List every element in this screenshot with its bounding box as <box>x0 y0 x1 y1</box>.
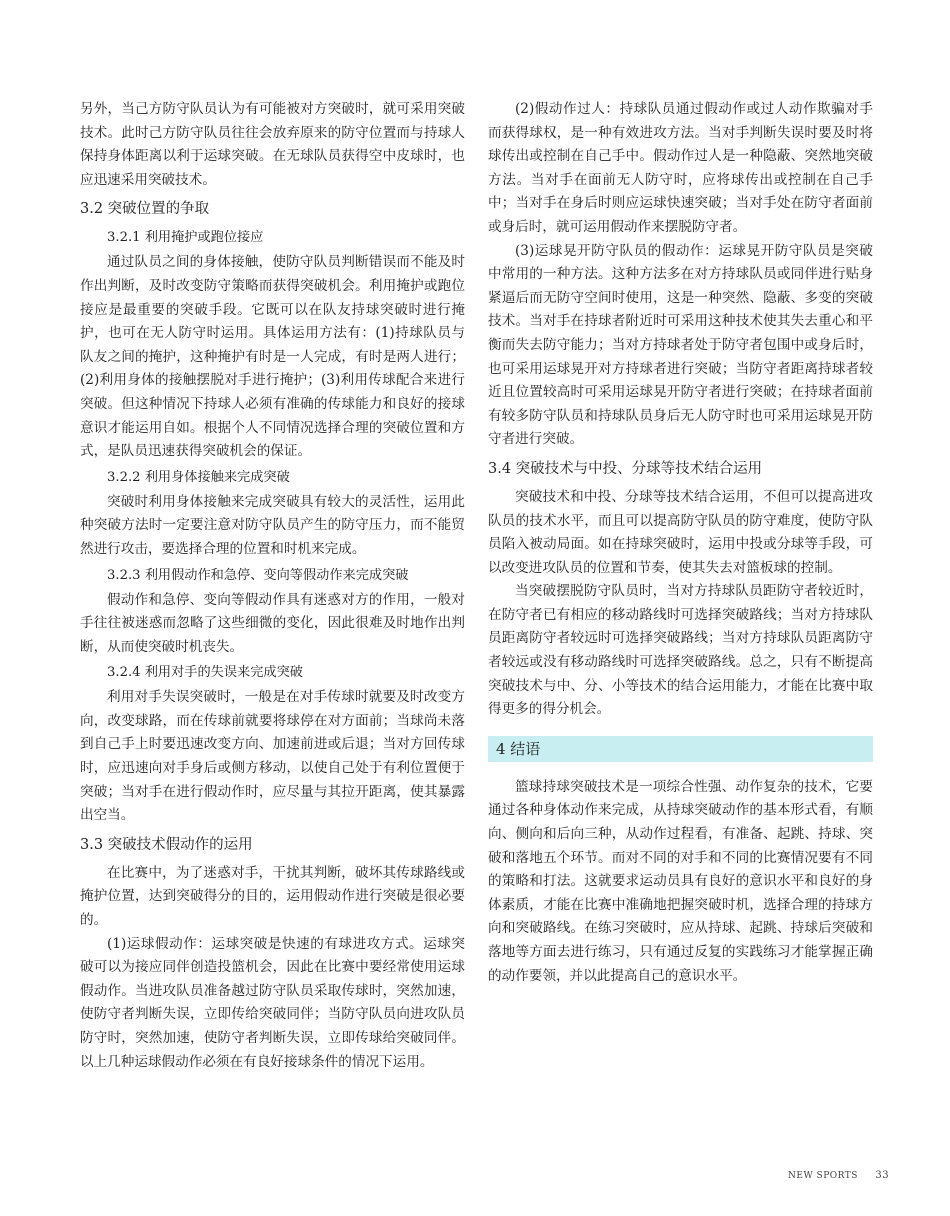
paragraph: 当突破摆脱防守队员时，当对方持球队员距防守者较近时，在防守者已有相应的移动路线时可选择突破路线；当对方持球队员距离防守者较远时可选择突破路线；当对方持球队员距离防守者较远或没有移动路线时可选择突破路线。总之，只有不断提高突破技术与中、分、小等技术的结合运用能力，才能在比赛中取得更多的得分机会。 <box>488 583 873 718</box>
section-heading-3-4: 3.4 突破技术与中投、分球等技术结合运用 <box>488 460 763 477</box>
journal-name: NEW SPORTS <box>788 1171 858 1181</box>
paragraph: 篮球持球突破技术是一项综合性强、动作复杂的技术，它要通过各种身体动作来完成，从持球突破动作的基本形式看，有顺向、侧向和后向三种，从动作过程看，有准备、起跳、持球、突破和落地五个环节。而对不同的对手和不同的比赛情况要有不同的策略和打法。这就要求运动员具有良好的意识水平和良好的身体素质，才能在比赛中准确地把握突破时机，选择合理的持球方向和突破路线。在练习突破时，应从持球、起跳、持球后突破和落地等方面去进行练习，只有通过反复的实践练习才能掌握正确的动作要领，并以此提高自己的意识水平。 <box>488 778 873 984</box>
section-heading-3-3: 3.3 突破技术假动作的运用 <box>80 836 253 853</box>
page-number: 33 <box>875 1170 890 1181</box>
paragraph: (1)运球假动作：运球突破是快速的有球进攻方式。运球突破可以为接应同伴创造投篮机会，因此在比赛中要经常使用运球假动作。当进攻队员准备越过防守队员采取传球时，突然加速，使防守者判断失误，立即传给突破同伴；当防守队员向进攻队员防守时，突然加速，使防守者判断失误，立即传球给突破同伴。以上几种运球假动作必须在有良好接球条件的情况下运用。 <box>80 935 465 1070</box>
subsection-heading-3-2-4: 3.2.4 利用对手的失误来完成突破 <box>107 665 303 681</box>
subsection-heading-3-2-3: 3.2.3 利用假动作和急停、变向等假动作来完成突破 <box>107 567 409 583</box>
right-column <box>488 98 873 988</box>
paragraph: 突破技术和中投、分球等技术结合运用，不但可以提高进攻队员的技术水平，而且可以提高防守队员的防守难度，使防守队员陷入被动局面。如在持球突破时，运用中投或分球等手段，可以改变进攻队员的位置和节奏，使其失去对篮板球的控制。 <box>488 488 873 576</box>
paragraph: 在比赛中，为了迷惑对手，干扰其判断，破坏其传球路线或掩护位置，达到突破得分的目的，运用假动作进行突破是很必要的。 <box>80 864 465 929</box>
section-heading-conclusion: 4 结语 <box>488 736 873 762</box>
paragraph: 通过队员之间的身体接触，使防守队员判断错误而不能及时作出判断，及时改变防守策略而获得突破机会。利用掩护或跑位接应是最重要的突破手段。它既可以在队友持球突破时进行掩护，也可在无人防守时运用。具体运用方法有：(1)持球队员与队友之间的掩护，这种掩护有时是一人完成，有时是两人进行；(2)利用身体的接触摆脱对手进行掩护；(3)利用传球配合来进行突破。但这种情况下持球人必须有准确的传球能力和良好的接球意识才能运用自如。根据个人不同情况选择合理的突破位置和方式，是队员迅速获得突破机会的保证。 <box>80 254 465 460</box>
page-footer <box>788 1170 889 1181</box>
left-column <box>80 98 465 1074</box>
paragraph: 利用对手失误突破时，一般是在对手传球时就要及时改变方向，改变球路，而在传球前就要将球停在对方面前；当球尚未落到自己手上时要迅速改变方向、加速前进或后退；当对方回传球时，应迅速向对手身后或侧方移动，以使自己处于有利位置便于突破；当对手在进行假动作时，应尽量与其拉开距离，使其暴露出空当。 <box>80 689 465 824</box>
paragraph: 假动作和急停、变向等假动作具有迷惑对方的作用，一般对手往往被迷惑而忽略了这些细微的变化，因此很难及时地作出判断，从而使突破时机丧失。 <box>80 591 465 655</box>
section-heading-3-2: 3.2 突破位置的争取 <box>80 201 210 218</box>
subsection-heading-3-2-2: 3.2.2 利用身体接触来完成突破 <box>107 469 290 485</box>
subsection-heading-3-2-1: 3.2.1 利用掩护或跑位接应 <box>107 230 264 246</box>
paragraph: (3)运球晃开防守队员的假动作：运球晃开防守队员是突破中常用的一种方法。这种方法多在对方持球队员或同伴进行贴身紧逼后而无防守空间时使用，这是一种突然、隐蔽、多变的突破技术。当对手在持球者附近时可采用这种技术使其失去重心和平衡而失去防守能力；当对方持球者处于防守者包围中或身后时，也可采用运球晃开对方持球者进行突破；当防守者距离持球者较近且位置较高时可采用运球晃开防守者进行突破；在持球者面前有较多防守队员和持球队员身后无人防守时也可采用运球晃开防守者进行突破。 <box>488 242 873 448</box>
paragraph: (2)假动作过人：持球队员通过假动作或过人动作欺骗对手而获得球权，是一种有效进攻方法。当对手判断失误时要及时将球传出或控制在自己手中。假动作过人是一种隐蔽、突然地突破方法。当对手在面前无人防守时，应将球传出或控制在自己手中；当对手在身后时则应运球快速突破；当对手处在防守者面前或身后时，就可运用假动作来摆脱防守者。 <box>488 101 873 235</box>
paragraph: 另外，当己方防守队员认为有可能被对方突破时，就可采用突破技术。此时己方防守队员往往会放弃原来的防守位置而与持球人保持身体距离以利于运球突破。在无球队员获得空中皮球时，也应迅速采用突破技术。 <box>80 101 465 188</box>
paragraph: 突破时利用身体接触来完成突破具有较大的灵活性，运用此种突破方法时一定要注意对防守队员产生的防守压力，而不能贸然进行攻击，要选择合理的位置和时机来完成。 <box>80 493 465 557</box>
